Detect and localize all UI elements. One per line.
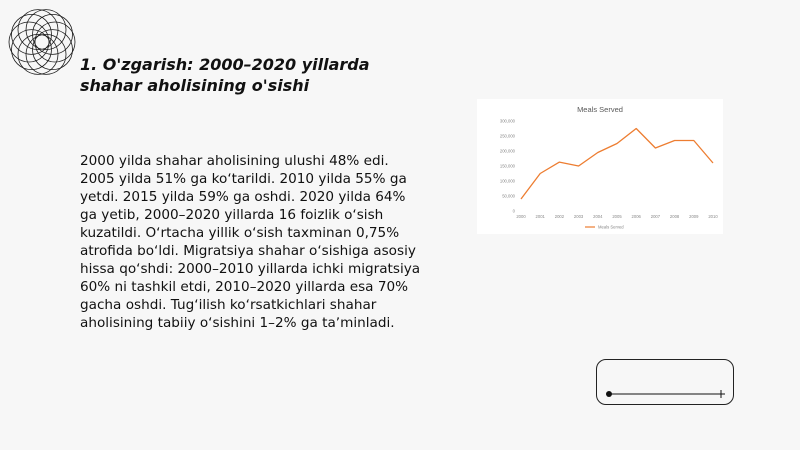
x-tick-label: 2002 <box>554 214 565 219</box>
chart-title: Meals Served <box>577 105 623 114</box>
y-tick-label: 300,000 <box>499 118 515 124</box>
x-tick-label: 2001 <box>535 214 545 219</box>
x-tick-label: 2006 <box>631 214 641 219</box>
slide-title <box>80 54 440 96</box>
slide-title-line-2: shahar aholisining o'sishi <box>80 76 310 95</box>
x-tick-label: 2007 <box>650 214 661 219</box>
x-tick-label: 2010 <box>708 214 718 219</box>
x-tick-label: 2009 <box>689 214 699 219</box>
timeline-start-dot[interactable] <box>606 391 612 397</box>
timeline-slider[interactable] <box>596 359 734 405</box>
y-tick-label: 200,000 <box>499 148 515 154</box>
legend-label: Meals Served <box>598 224 624 230</box>
y-tick-label: 50,000 <box>502 193 515 199</box>
y-tick-label: 250,000 <box>499 133 515 139</box>
rosette-ring <box>35 22 75 62</box>
rosette-ring <box>9 22 49 62</box>
series-line <box>521 129 713 200</box>
timeline-slider-icon <box>597 360 733 404</box>
slide-body-text: 2000 yilda shahar aholisining ulushi 48% edi. 2005 yilda 51% ga koʻtarildi. 2010 yilda 55% ga yetdi. 2015 yilda 59% ga oshdi. 2020 yilda 64% ga yetib, 2000–2020 yillarda 16 foizlik oʻsish kuzatildi. Oʻrtacha yillik oʻsish taxminan 0,75% atrofida boʻldi. Migratsiya shahar oʻsishiga asosiy hissa qoʻshdi: 2000–2010 yillarda ichki migratsiya 60% ni tashkil etdi, 2010–2020 yillarda esa 70% gacha oshdi. Tugʻilish koʻrsatkichlari shahar aholisining tabiiy oʻsishini 1–2% ga taʼminladi. <box>80 153 421 331</box>
circular-rosette-icon <box>4 4 80 80</box>
x-tick-label: 2000 <box>516 214 526 219</box>
slide-title-line-1: 1. O'zgarish: 2000–2020 yillarda <box>80 55 370 74</box>
chart-canvas <box>477 99 723 234</box>
y-tick-label: 150,000 <box>499 163 515 169</box>
y-tick-label: 0 <box>512 208 515 214</box>
meals-served-chart <box>477 99 723 234</box>
x-tick-label: 2003 <box>573 214 584 219</box>
x-tick-label: 2004 <box>593 214 603 219</box>
x-tick-label: 2005 <box>612 214 622 219</box>
x-tick-label: 2008 <box>669 214 680 219</box>
y-tick-label: 100,000 <box>499 178 515 184</box>
